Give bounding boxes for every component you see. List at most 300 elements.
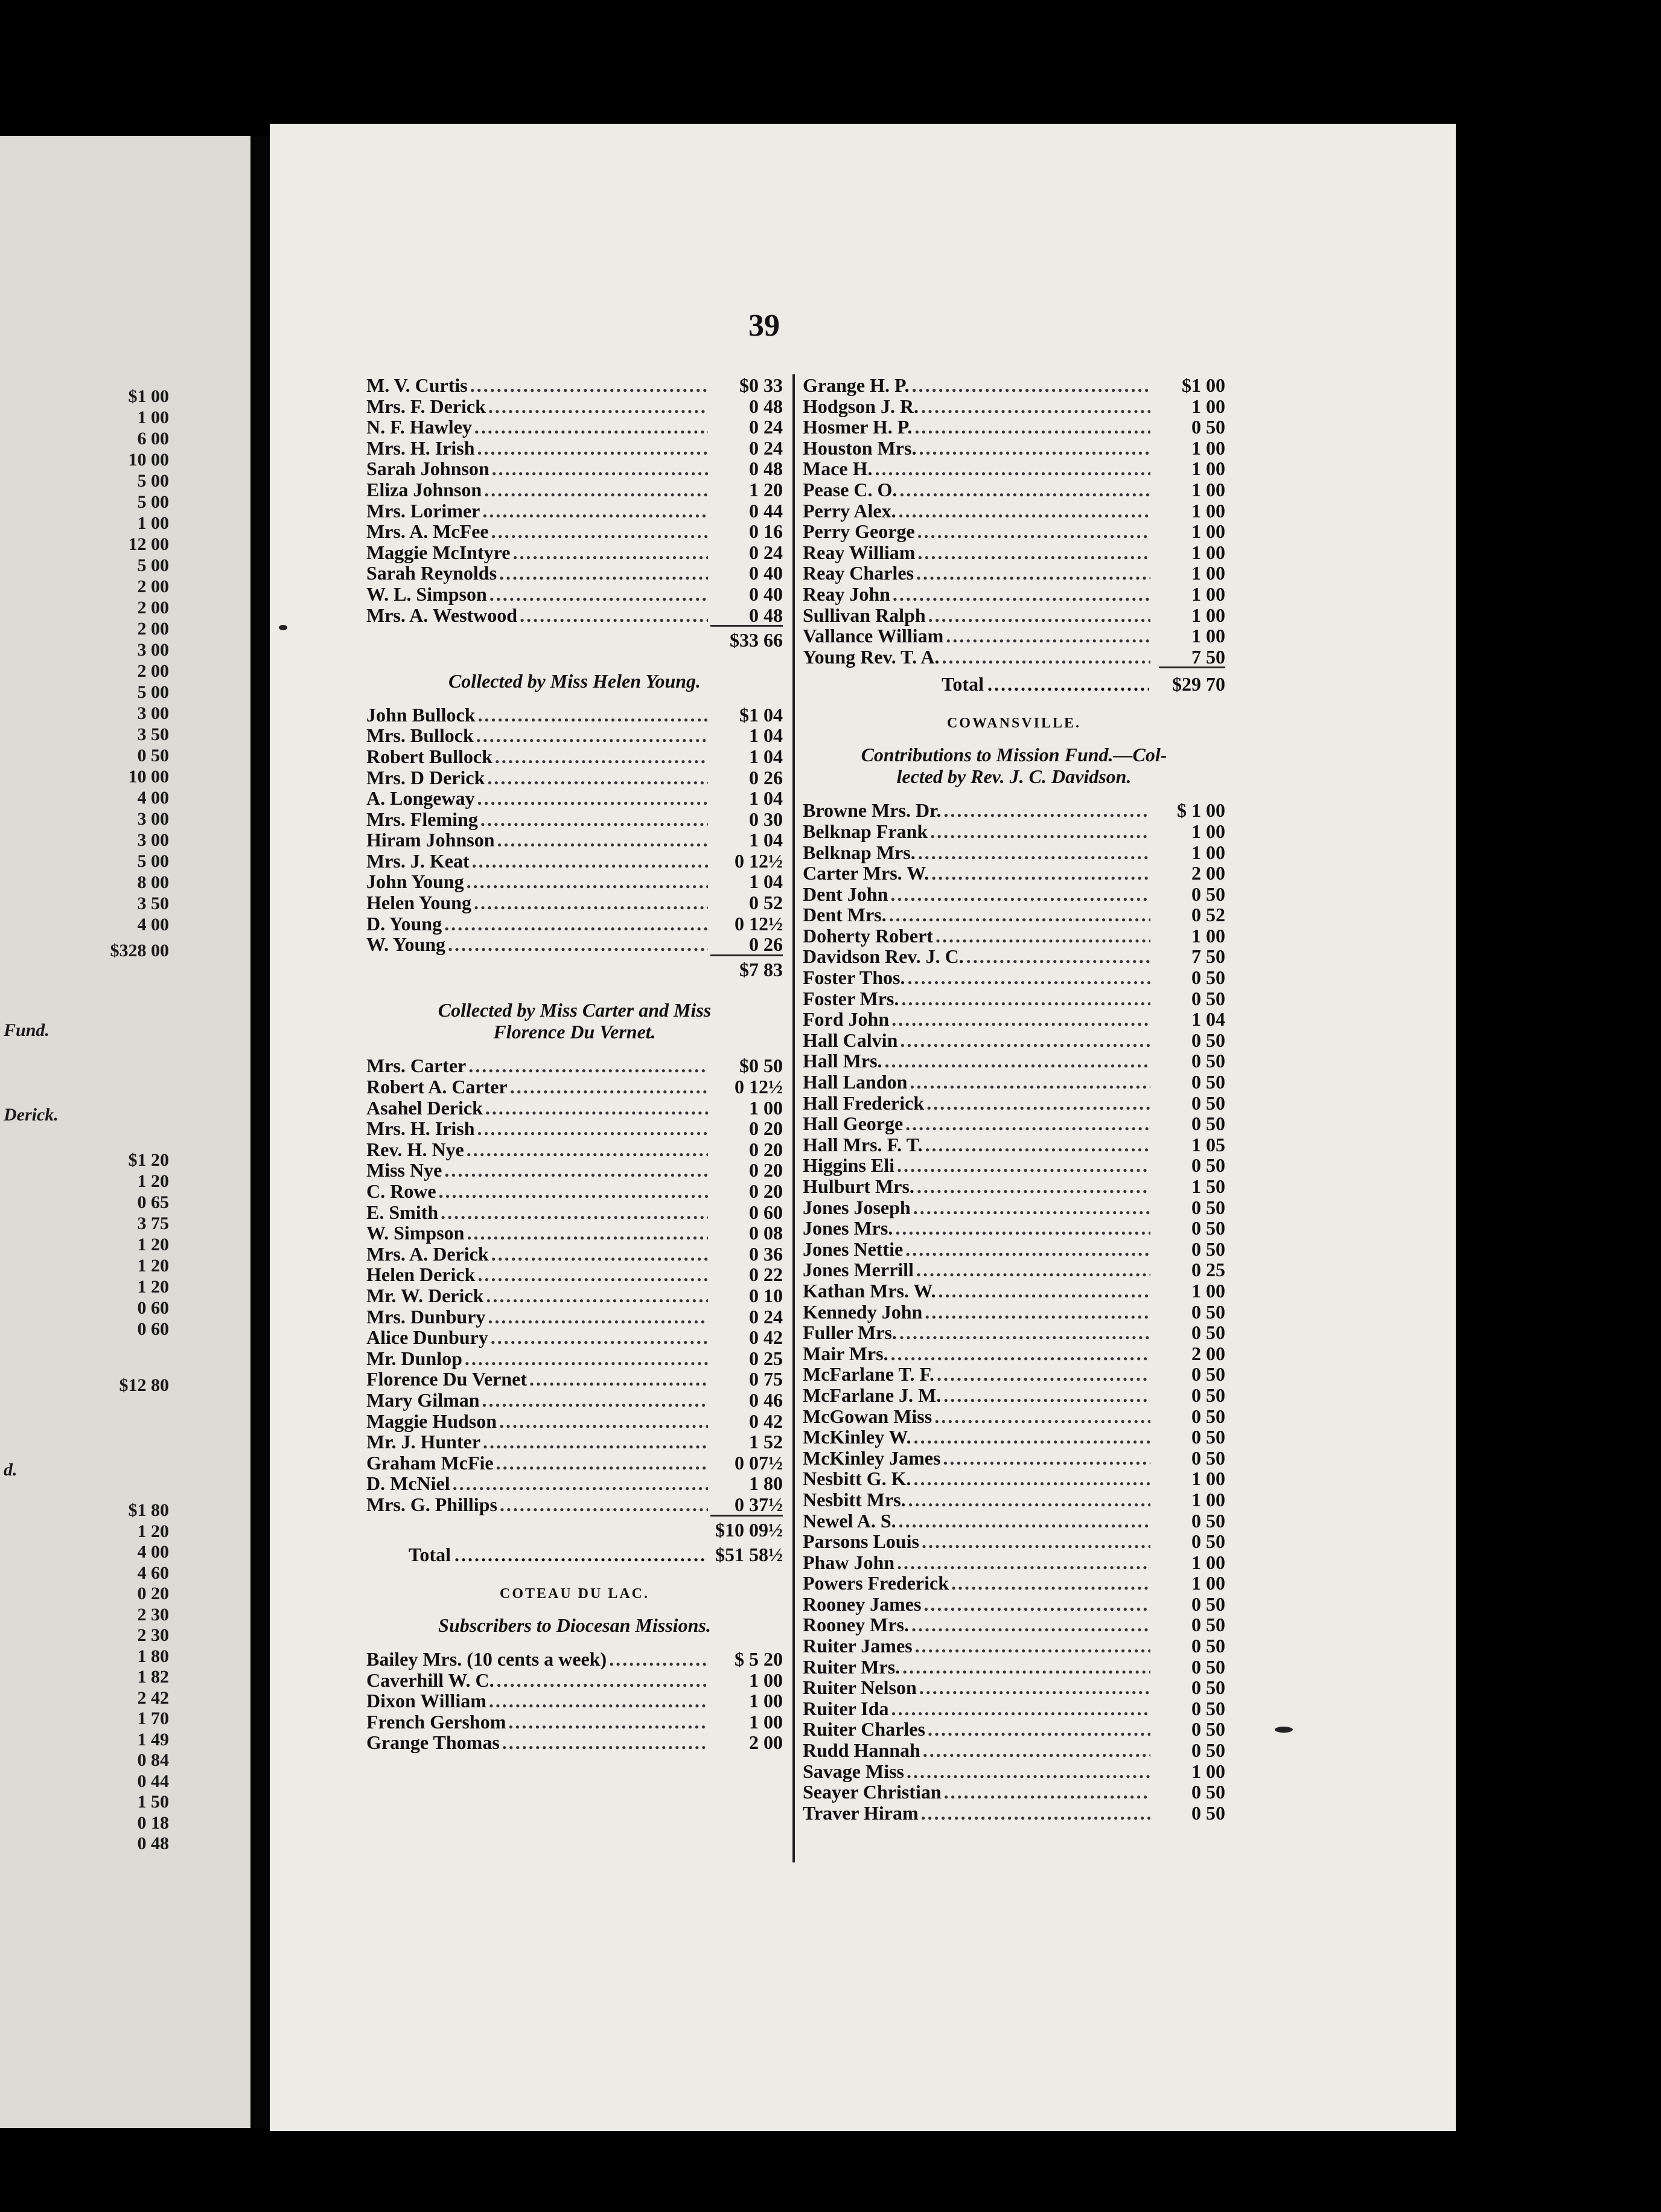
ledger-row bbox=[366, 604, 783, 625]
list-coteau-du-lac bbox=[366, 1648, 783, 1753]
contribution-amount: 1 00 bbox=[1191, 458, 1225, 480]
contributor-name: Jones Nettie bbox=[803, 1238, 904, 1260]
contribution-amount: 1 00 bbox=[749, 1690, 783, 1712]
contribution-amount: 0 20 bbox=[749, 1159, 783, 1181]
dot-leader bbox=[916, 1259, 1150, 1281]
ledger-row bbox=[803, 1530, 1225, 1552]
contribution-amount: 0 22 bbox=[749, 1264, 783, 1286]
contributor-name: Ruiter Nelson bbox=[803, 1677, 917, 1699]
fragment-amount: 4 00 bbox=[137, 1542, 169, 1562]
dot-leader bbox=[944, 1781, 1150, 1803]
ledger-row bbox=[366, 583, 783, 604]
contribution-amount: 1 00 bbox=[1191, 820, 1225, 842]
dot-leader bbox=[926, 1092, 1150, 1114]
contributor-name: Ruiter Ida bbox=[803, 1697, 889, 1719]
fragment-amount: 1 20 bbox=[137, 1171, 169, 1191]
dot-leader bbox=[908, 967, 1151, 989]
contribution-amount: 1 04 bbox=[749, 745, 783, 767]
fragment-amount: 0 48 bbox=[137, 1833, 169, 1853]
ledger-row bbox=[803, 1050, 1225, 1071]
dot-leader bbox=[484, 479, 708, 501]
fragment-amount: 1 00 bbox=[137, 513, 169, 533]
total-amount: $29 70 bbox=[1172, 673, 1225, 695]
contribution-amount: 0 24 bbox=[749, 1305, 783, 1328]
ledger-row bbox=[803, 1760, 1225, 1782]
contribution-amount: 0 26 bbox=[749, 933, 783, 956]
contribution-amount: 0 12½ bbox=[735, 912, 783, 935]
ledger-row bbox=[366, 767, 783, 788]
contributor-name: Mrs. H. Irish bbox=[366, 1117, 475, 1140]
ledger-row bbox=[803, 820, 1225, 842]
ledger-row bbox=[366, 1326, 783, 1347]
contributor-name: Mrs. Dunbury bbox=[366, 1305, 486, 1328]
contributor-name: Mrs. G. Phillips bbox=[366, 1493, 497, 1515]
dot-leader bbox=[915, 1635, 1150, 1657]
contributor-name: Davidson Rev. J. C. bbox=[803, 945, 964, 968]
contribution-amount: $0 50 bbox=[739, 1055, 783, 1077]
ledger-row bbox=[366, 1690, 783, 1711]
dot-leader bbox=[496, 1452, 708, 1474]
subtotal-row bbox=[366, 954, 783, 980]
dot-leader bbox=[921, 1802, 1150, 1824]
contribution-amount: 1 00 bbox=[1191, 1279, 1225, 1302]
ledger-row bbox=[803, 925, 1225, 946]
contribution-amount: 0 30 bbox=[749, 808, 783, 830]
dot-leader bbox=[925, 1134, 1150, 1156]
ledger-row bbox=[803, 437, 1225, 458]
ledger-row bbox=[366, 1669, 783, 1690]
contributor-name: Mrs. A. Westwood bbox=[366, 604, 518, 626]
dot-leader bbox=[923, 1739, 1150, 1762]
contributor-name: Miss Nye bbox=[366, 1159, 442, 1181]
contribution-amount: 0 16 bbox=[749, 520, 783, 543]
contribution-amount: 1 00 bbox=[1191, 562, 1225, 584]
fragment-amount: 5 00 bbox=[137, 555, 169, 575]
contribution-amount: 1 00 bbox=[1191, 604, 1225, 626]
contributor-name: Vallance William bbox=[803, 625, 944, 647]
dot-leader bbox=[936, 925, 1150, 947]
fragment-amount: 2 00 bbox=[137, 619, 169, 639]
dot-leader bbox=[905, 1238, 1150, 1261]
contributor-name: Ruiter Mrs. bbox=[803, 1655, 901, 1678]
ledger-row bbox=[803, 904, 1225, 925]
ledger-row bbox=[803, 1781, 1225, 1802]
fragment-amount: 5 00 bbox=[137, 682, 169, 702]
ledger-row bbox=[803, 1510, 1225, 1531]
dot-leader bbox=[485, 1097, 708, 1119]
section-heading: Subscribers to Diocesan Missions. bbox=[438, 1614, 711, 1637]
contributor-name: Mrs. J. Keat bbox=[366, 849, 470, 872]
contributor-name: Sullivan Ralph bbox=[803, 604, 926, 626]
ledger-row bbox=[803, 604, 1225, 625]
contributor-name: Mrs. D Derick bbox=[366, 766, 485, 788]
dot-leader bbox=[497, 829, 708, 851]
contributor-name: John Young bbox=[366, 871, 464, 893]
dot-leader bbox=[919, 1677, 1150, 1699]
fragment-amount: 5 00 bbox=[137, 471, 169, 491]
contributor-name: Foster Mrs. bbox=[803, 987, 899, 1009]
contributor-name: Robert A. Carter bbox=[366, 1076, 508, 1098]
ledger-row bbox=[803, 1656, 1225, 1677]
contributor-name: Mace H. bbox=[803, 458, 873, 480]
fragment-amount: 1 20 bbox=[137, 1277, 169, 1297]
fragment-amount: $1 80 bbox=[128, 1500, 169, 1520]
ledger-row bbox=[366, 892, 783, 913]
contributor-name: Mrs. Bullock bbox=[366, 724, 474, 747]
contribution-amount: 2 00 bbox=[1191, 862, 1225, 884]
contribution-amount: 0 25 bbox=[1191, 1259, 1225, 1281]
ledger-row bbox=[803, 1698, 1225, 1719]
contribution-amount: 0 52 bbox=[749, 892, 783, 914]
list-carter-du-vernet bbox=[366, 1055, 783, 1514]
contribution-amount: 0 42 bbox=[749, 1410, 783, 1432]
fragment-amount: $328 00 bbox=[110, 941, 169, 961]
contributor-name: D. Young bbox=[366, 912, 442, 935]
contribution-amount: 0 50 bbox=[1191, 1655, 1225, 1678]
dot-leader bbox=[444, 913, 708, 935]
fragment-text: d. bbox=[4, 1460, 18, 1480]
dot-leader bbox=[470, 374, 708, 397]
contributor-name: Savage Miss bbox=[803, 1760, 904, 1782]
dot-leader bbox=[477, 437, 708, 459]
dot-leader bbox=[937, 1363, 1150, 1386]
dot-leader bbox=[497, 1669, 708, 1692]
contribution-amount: 0 50 bbox=[1191, 1092, 1225, 1114]
contributor-name: E. Smith bbox=[366, 1201, 439, 1223]
contribution-amount: 0 50 bbox=[1191, 1071, 1225, 1093]
section-heading: Collected by Miss Helen Young. bbox=[448, 670, 701, 692]
dot-leader bbox=[489, 1690, 708, 1712]
dot-leader bbox=[474, 416, 708, 438]
contribution-amount: 0 50 bbox=[1191, 1384, 1225, 1406]
contribution-amount: 1 05 bbox=[1191, 1133, 1225, 1156]
fragment-text: Derick. bbox=[4, 1105, 59, 1125]
ledger-row bbox=[803, 1092, 1225, 1113]
contributor-name: Higgins Eli bbox=[803, 1154, 895, 1177]
ledger-row bbox=[366, 458, 783, 479]
contribution-amount: 1 04 bbox=[749, 787, 783, 810]
ledger-row bbox=[366, 1222, 783, 1243]
subtotal-amount: $10 09½ bbox=[710, 1515, 783, 1536]
contribution-amount: 0 10 bbox=[749, 1284, 783, 1306]
ledger-row bbox=[803, 625, 1225, 646]
contributor-name: W. Young bbox=[366, 933, 446, 956]
contributor-name: Mrs. A. Derick bbox=[366, 1242, 489, 1265]
contributor-name: Ford John bbox=[803, 1008, 890, 1031]
dot-leader bbox=[467, 1139, 708, 1161]
contributor-name: Hulburt Mrs. bbox=[803, 1175, 914, 1197]
dot-leader bbox=[914, 416, 1150, 438]
ink-speck bbox=[279, 625, 287, 630]
contribution-amount: 0 50 bbox=[1191, 1801, 1225, 1824]
fragment-amount: 1 49 bbox=[137, 1729, 169, 1750]
contributor-name: Hall Mrs. F. T. bbox=[803, 1133, 923, 1156]
page-gutter bbox=[250, 136, 270, 2128]
contribution-amount: 0 50 bbox=[1191, 416, 1225, 438]
dot-leader bbox=[987, 673, 1149, 695]
ledger-row bbox=[366, 1076, 783, 1097]
contribution-amount: 0 52 bbox=[1191, 904, 1225, 926]
contribution-amount: $1 00 bbox=[1182, 374, 1225, 396]
dot-leader bbox=[465, 1347, 708, 1370]
total-label: Total bbox=[942, 673, 984, 695]
dot-leader bbox=[910, 1071, 1150, 1093]
dot-leader bbox=[911, 1614, 1150, 1636]
contribution-amount: $ 5 20 bbox=[735, 1648, 783, 1670]
fragment-amount: 1 20 bbox=[137, 1256, 169, 1276]
list-continued bbox=[803, 374, 1225, 666]
contribution-amount: 0 50 bbox=[1191, 1781, 1225, 1803]
ledger-row bbox=[366, 500, 783, 521]
contributor-name: Carter Mrs. W. bbox=[803, 862, 929, 884]
contribution-amount: $0 33 bbox=[739, 374, 783, 396]
contributor-name: McKinley James bbox=[803, 1446, 941, 1469]
page-number: 39 bbox=[748, 308, 780, 343]
ledger-row bbox=[803, 458, 1225, 479]
contributor-name: Mrs. Carter bbox=[366, 1055, 467, 1077]
contributor-name: Bailey Mrs. (10 cents a week) bbox=[366, 1648, 607, 1670]
dot-leader bbox=[897, 1154, 1150, 1177]
contributor-name: Phaw John bbox=[803, 1551, 895, 1573]
contribution-amount: 1 00 bbox=[749, 1096, 783, 1119]
ledger-row bbox=[803, 1113, 1225, 1134]
contributor-name: Mair Mrs. bbox=[803, 1342, 888, 1364]
ledger-row bbox=[366, 1097, 783, 1118]
total-row bbox=[803, 673, 1225, 697]
contributor-name: Hall George bbox=[803, 1113, 904, 1135]
ledger-row bbox=[803, 1739, 1225, 1760]
column-right bbox=[803, 374, 1225, 1823]
dot-leader bbox=[931, 862, 1150, 884]
dot-leader bbox=[934, 1405, 1150, 1428]
dot-leader bbox=[495, 746, 708, 768]
contribution-amount: 1 00 bbox=[1191, 478, 1225, 500]
dot-leader bbox=[922, 1530, 1150, 1553]
contributor-name: Perry George bbox=[803, 520, 915, 543]
contributor-name: Seayer Christian bbox=[803, 1781, 942, 1803]
fragment-amount: 2 00 bbox=[137, 577, 169, 596]
contribution-amount: 1 00 bbox=[1191, 395, 1225, 417]
dot-leader bbox=[891, 1008, 1150, 1031]
dot-leader bbox=[923, 1593, 1150, 1616]
contributor-name: Mr. Dunlop bbox=[366, 1347, 462, 1369]
ledger-row bbox=[803, 1322, 1225, 1343]
dot-leader bbox=[917, 542, 1150, 564]
contribution-amount: 0 50 bbox=[1191, 1677, 1225, 1699]
contribution-amount: 0 07½ bbox=[735, 1451, 783, 1474]
fragment-amount: 4 00 bbox=[137, 788, 169, 808]
ledger-row bbox=[803, 1384, 1225, 1405]
contribution-amount: 0 50 bbox=[1191, 883, 1225, 905]
dot-leader bbox=[908, 1489, 1150, 1511]
contributor-name: Mrs. A. McFee bbox=[366, 520, 489, 543]
ledger-row bbox=[803, 967, 1225, 988]
dot-leader bbox=[875, 458, 1151, 480]
dot-leader bbox=[500, 1494, 708, 1516]
contribution-amount: 0 50 bbox=[1191, 1154, 1225, 1177]
dot-leader bbox=[488, 1306, 708, 1328]
ledger-row bbox=[803, 945, 1225, 967]
dot-leader bbox=[488, 395, 708, 418]
dot-leader bbox=[925, 1301, 1150, 1323]
ledger-row bbox=[803, 799, 1225, 820]
fragment-amount: 1 20 bbox=[137, 1235, 169, 1255]
fragment-amount: 3 00 bbox=[137, 703, 169, 723]
contribution-amount: 2 00 bbox=[1191, 1342, 1225, 1364]
fragment-amount: 10 00 bbox=[128, 767, 169, 787]
dot-leader bbox=[609, 1648, 708, 1670]
grand-total-row bbox=[366, 1544, 783, 1568]
contributor-name: Hodgson J. R. bbox=[803, 395, 919, 417]
ledger-row bbox=[803, 479, 1225, 500]
ledger-row bbox=[803, 1217, 1225, 1238]
ledger-row bbox=[803, 1614, 1225, 1635]
ledger-row bbox=[803, 1572, 1225, 1593]
list-cowansville bbox=[803, 799, 1225, 1823]
ledger-row bbox=[366, 1711, 783, 1732]
dot-leader bbox=[467, 871, 708, 893]
contributor-name: Rooney James bbox=[803, 1593, 922, 1615]
section-title: COTEAU DU LAC. bbox=[499, 1586, 649, 1602]
dot-leader bbox=[899, 479, 1150, 501]
contributor-name: Belknap Mrs. bbox=[803, 841, 916, 863]
contribution-amount: 0 40 bbox=[749, 583, 783, 605]
ledger-row bbox=[366, 808, 783, 830]
ledger-row bbox=[803, 583, 1225, 604]
contributor-name: Sarah Reynolds bbox=[366, 562, 497, 584]
subtotal-amount: $7 83 bbox=[710, 954, 783, 976]
ledger-row bbox=[366, 1243, 783, 1264]
contribution-amount: 0 42 bbox=[749, 1326, 783, 1349]
ledger-row bbox=[366, 829, 783, 850]
ledger-row bbox=[366, 913, 783, 934]
contribution-amount: 1 00 bbox=[1191, 499, 1225, 522]
ledger-row bbox=[803, 1405, 1225, 1427]
dot-leader bbox=[508, 1711, 708, 1733]
contributor-name: Robert Bullock bbox=[366, 745, 493, 767]
contribution-amount: 0 24 bbox=[749, 416, 783, 438]
grand-total-amount: $51 58½ bbox=[715, 1544, 783, 1566]
ledger-row bbox=[803, 1343, 1225, 1364]
fragment-amount: 12 00 bbox=[128, 534, 169, 554]
contribution-amount: 0 20 bbox=[749, 1138, 783, 1160]
ledger-row bbox=[366, 1648, 783, 1669]
fragment-amount: 0 60 bbox=[137, 1319, 169, 1339]
fragment-amount: 3 50 bbox=[137, 893, 169, 913]
grand-total-label: Total bbox=[409, 1544, 451, 1566]
contribution-amount: 0 50 bbox=[1191, 1697, 1225, 1719]
dot-leader bbox=[474, 892, 708, 914]
contributor-name: Jones Mrs. bbox=[803, 1217, 893, 1239]
fragment-amount: 3 00 bbox=[137, 640, 169, 660]
ledger-row bbox=[366, 724, 783, 746]
dot-leader bbox=[510, 1076, 708, 1098]
contribution-amount: 0 75 bbox=[749, 1368, 783, 1390]
fragment-amount: 2 30 bbox=[137, 1604, 169, 1625]
contribution-amount: 0 36 bbox=[749, 1242, 783, 1265]
dot-leader bbox=[472, 850, 708, 872]
fragment-amount: 3 50 bbox=[137, 724, 169, 744]
contribution-amount: 1 20 bbox=[749, 478, 783, 500]
contribution-amount: 1 00 bbox=[749, 1669, 783, 1691]
contributor-name: Belknap Frank bbox=[803, 820, 928, 842]
dot-leader bbox=[895, 1217, 1150, 1239]
ledger-row bbox=[803, 562, 1225, 583]
ledger-row bbox=[803, 1552, 1225, 1573]
contributor-name: D. McNiel bbox=[366, 1472, 450, 1495]
ledger-row bbox=[366, 1285, 783, 1306]
contributor-name: Grange H. P. bbox=[803, 374, 910, 396]
contributor-name: Alice Dunbury bbox=[366, 1326, 488, 1349]
contributor-name: Mary Gilman bbox=[366, 1389, 480, 1411]
contributor-name: Young Rev. T. A. bbox=[803, 645, 940, 668]
contributor-name: Nesbitt G. K. bbox=[803, 1468, 911, 1490]
contribution-amount: 0 20 bbox=[749, 1117, 783, 1140]
ledger-row bbox=[366, 1180, 783, 1201]
ledger-row bbox=[803, 542, 1225, 563]
fragment-text: Fund. bbox=[4, 1020, 49, 1040]
fragment-amount: 0 44 bbox=[137, 1771, 169, 1791]
contribution-amount: 1 00 bbox=[1191, 520, 1225, 543]
list-unnamed bbox=[366, 374, 783, 625]
contribution-amount: 1 00 bbox=[1191, 1572, 1225, 1594]
dot-leader bbox=[890, 883, 1150, 906]
dot-leader bbox=[477, 787, 708, 810]
contribution-amount: 0 50 bbox=[1191, 1446, 1225, 1469]
ledger-row bbox=[366, 542, 783, 563]
contribution-amount: 0 50 bbox=[1191, 1050, 1225, 1072]
dot-leader bbox=[943, 799, 1150, 822]
dot-leader bbox=[930, 820, 1150, 843]
fragment-amount: 2 00 bbox=[137, 661, 169, 681]
dot-leader bbox=[899, 1322, 1150, 1344]
ledger-row bbox=[366, 395, 783, 417]
ledger-row bbox=[366, 520, 783, 542]
contribution-amount: 0 50 bbox=[1191, 1635, 1225, 1657]
fragment-amount: 5 00 bbox=[137, 492, 169, 512]
contribution-amount: 0 20 bbox=[749, 1180, 783, 1202]
dot-leader bbox=[921, 395, 1150, 418]
contribution-amount: 0 50 bbox=[1191, 1426, 1225, 1448]
fragment-amount: 8 00 bbox=[137, 872, 169, 892]
ledger-row bbox=[803, 395, 1225, 417]
contributor-name: Rooney Mrs. bbox=[803, 1614, 909, 1636]
ledger-row bbox=[366, 562, 783, 583]
contribution-amount: 1 00 bbox=[1191, 1760, 1225, 1782]
contributor-name: W. Simpson bbox=[366, 1222, 465, 1244]
contributor-name: Mr. J. Hunter bbox=[366, 1431, 481, 1453]
dot-leader bbox=[902, 1656, 1150, 1678]
dot-leader bbox=[482, 1389, 708, 1411]
dot-leader bbox=[480, 808, 708, 831]
ledger-row bbox=[803, 1718, 1225, 1739]
contribution-amount: 0 50 bbox=[1191, 1363, 1225, 1386]
list-helen-young bbox=[366, 704, 783, 954]
contributor-name: Kathan Mrs. W. bbox=[803, 1279, 936, 1302]
contribution-amount: 1 00 bbox=[1191, 583, 1225, 605]
fragment-amount: 4 60 bbox=[137, 1562, 169, 1583]
contribution-amount: 0 25 bbox=[749, 1347, 783, 1369]
ledger-row bbox=[366, 1347, 783, 1369]
contribution-amount: 2 00 bbox=[749, 1731, 783, 1754]
contribution-amount: 0 12½ bbox=[735, 1076, 783, 1098]
dot-leader bbox=[917, 1175, 1150, 1198]
contributor-name: Dent John bbox=[803, 883, 888, 905]
fragment-amount: 0 84 bbox=[137, 1750, 169, 1770]
contribution-amount: 0 40 bbox=[749, 562, 783, 584]
ledger-row bbox=[803, 1197, 1225, 1218]
contribution-amount: 1 04 bbox=[749, 829, 783, 851]
